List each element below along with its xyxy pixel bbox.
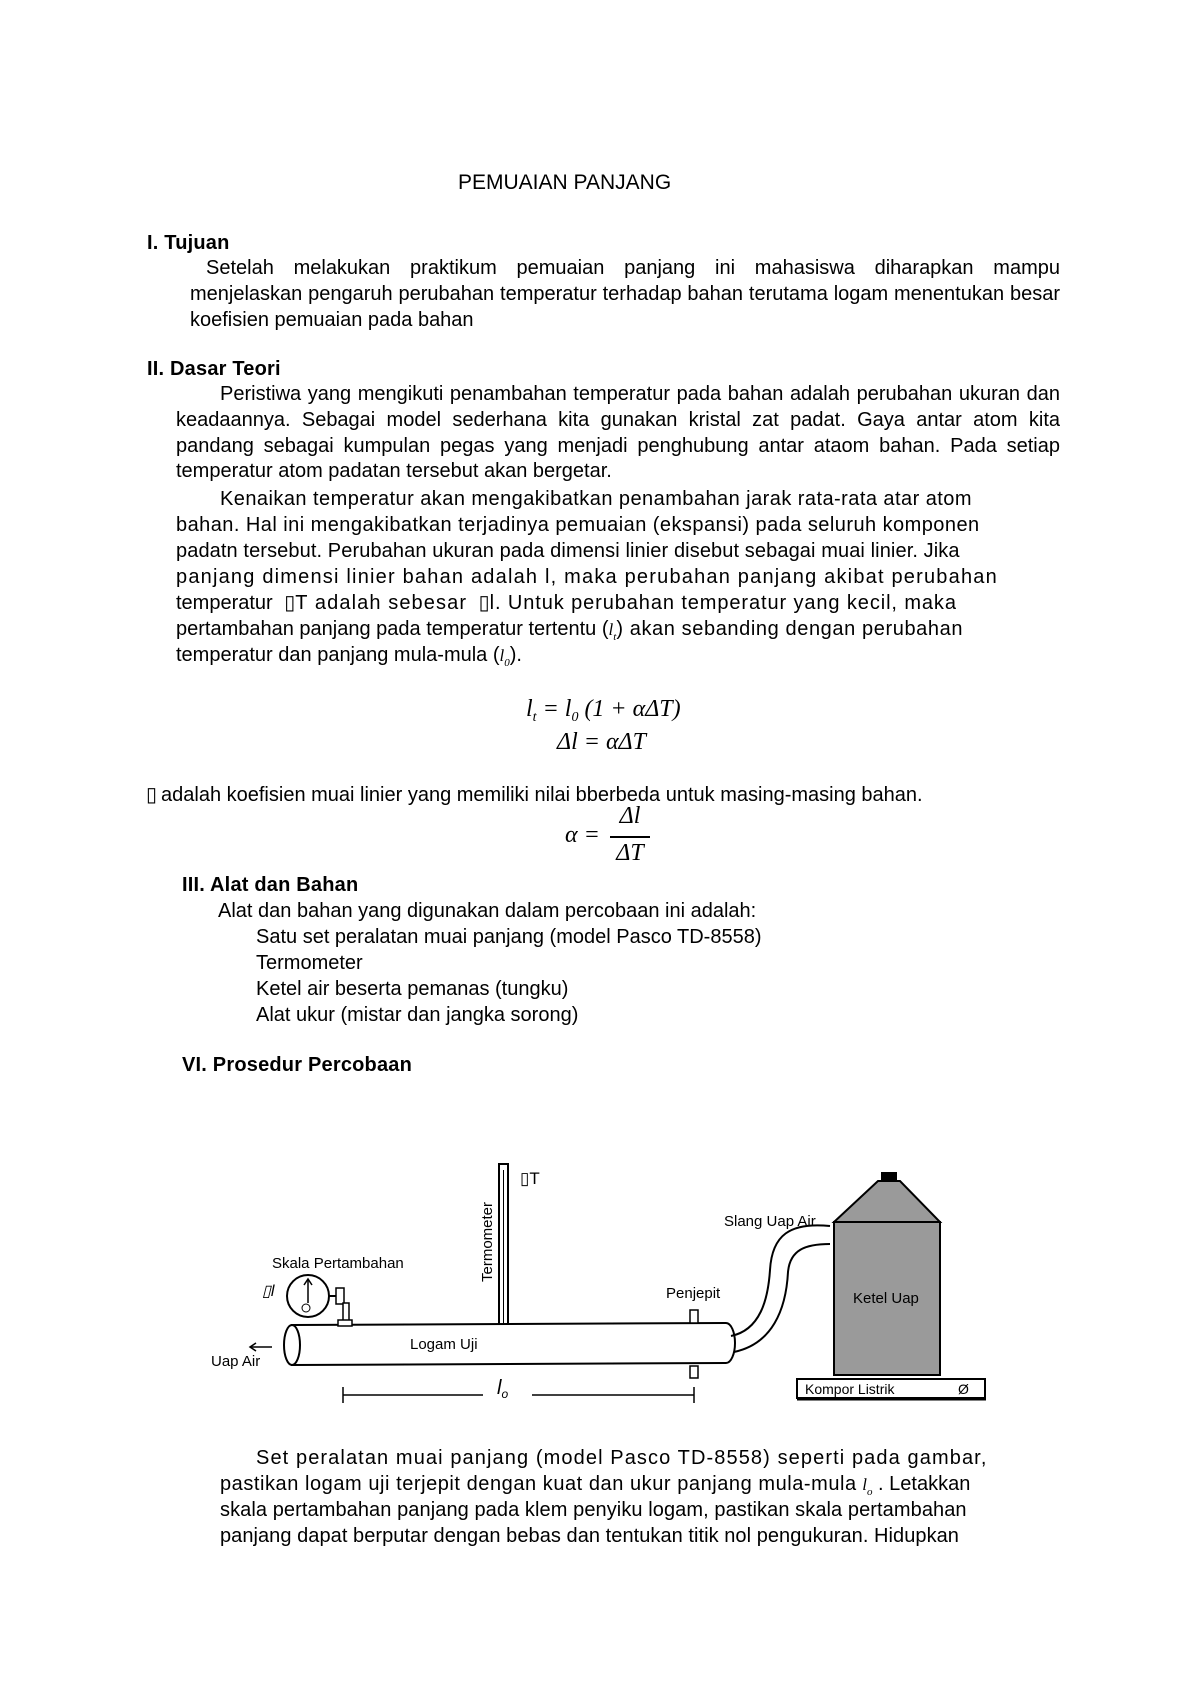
clamp-bottom: [690, 1366, 698, 1378]
alat-bahan-item: Satu set peralatan muai panjang (model Pasco TD-8558): [256, 926, 762, 948]
prosedur-line: skala pertambahan panjang pada klem penyiku logam, pastikan skala pertambahan: [220, 1499, 967, 1521]
delta-t-label: ▯T: [520, 1169, 540, 1188]
logam-uji-label: Logam Uji: [410, 1336, 478, 1353]
dasar-teori-p2-line: bahan. Hal ini mengakibatkan terjadinya pemuaian (ekspansi) pada seluruh komponen: [176, 514, 980, 536]
alpha-definition: ▯ adalah koefisien muai linier yang memiliki nilai bberbeda untuk masing-masing bahan.: [146, 784, 923, 806]
text: temperatur dan panjang mula-mula (: [176, 644, 500, 666]
alpha-symbol: ▯: [146, 784, 158, 806]
equation-1: $l_t = l_0$ (1 + αΔT): [526, 696, 681, 725]
alat-bahan-item: Ketel air beserta pemanas (tungku): [256, 978, 569, 1000]
text: ).: [509, 644, 522, 666]
tujuan-paragraph: Setelah melakukan praktikum pemuaian panjang ini mahasiswa diharapkan mampu menjelaskan pengaruh perubahan temperatur terhadap bahan terutama logam menentukan besar koefisien pemuaian pada bahan: [190, 257, 1060, 331]
rod-end: [284, 1325, 300, 1365]
fraction-numerator: Δl: [619, 803, 641, 829]
penjepit-label: Penjepit: [666, 1285, 721, 1302]
prosedur-line: panjang dapat berputar dengan bebas dan tentukan titik nol pengukuran. Hidupkan: [220, 1525, 959, 1547]
text: T adalah sebesar: [295, 592, 468, 614]
delta-l-label: ▯l: [262, 1283, 275, 1300]
kompor-switch-icon: Ø: [958, 1381, 969, 1397]
dasar-teori-p2-line: panjang dimensi linier bahan adalah l, maka perubahan panjang akibat perubahan: [176, 566, 998, 588]
text: temperatur: [176, 592, 273, 614]
clamp-top: [690, 1310, 698, 1323]
dasar-teori-p2-line: padatn tersebut. Perubahan ukuran pada dimensi linier disebut sebagai muai linier. Jika: [176, 540, 960, 562]
fraction-denominator: ΔT: [616, 840, 644, 866]
text: ) akan sebanding dengan perubahan: [616, 618, 964, 640]
text: l. Untuk perubahan temperatur yang kecil, maka: [489, 592, 957, 614]
symbol-lt: l: [608, 620, 614, 639]
skala-label: Skala Pertambahan: [272, 1255, 404, 1272]
dasar-teori-p2-line: Kenaikan temperatur akan mengakibatkan penambahan jarak rata-rata atar atom: [220, 488, 972, 510]
section-heading-prosedur: VI. Prosedur Percobaan: [182, 1054, 413, 1076]
slang-label: Slang Uap Air: [724, 1213, 816, 1230]
prosedur-line: pastikan logam uji terjepit dengan kuat dan ukur panjang mula-mula $l_o$ . Letakkan: [220, 1473, 971, 1498]
fraction-lhs: α =: [565, 822, 600, 848]
alat-bahan-item: Alat ukur (mistar dan jangka sorong): [256, 1004, 579, 1026]
steam-hose: [731, 1225, 830, 1336]
ketel-label: Ketel Uap: [853, 1290, 919, 1307]
boiler-cap: [881, 1172, 897, 1181]
kompor-label: Kompor Listrik: [805, 1381, 895, 1397]
alat-bahan-intro: Alat dan bahan yang digunakan dalam percobaan ini adalah:: [218, 900, 757, 922]
equation-2: Δl = αΔT: [557, 729, 646, 755]
text: pertambahan panjang pada temperatur tertentu (: [176, 618, 609, 640]
dasar-teori-paragraph-1: Peristiwa yang mengikuti penambahan temperatur pada bahan adalah perubahan ukuran dan keadaannya. Sebagai model sederhana kita gunakan kristal zat padat. Gaya antar atom kita pandang sebagai kumpulan pegas yang menjadi penghubung antar ataom bahan. Pada setiap temperatur atom padatan tersebut akan bergetar.: [176, 383, 1060, 483]
thermometer-label: Termometer: [479, 1201, 496, 1282]
section-heading-alat-bahan: III. Alat dan Bahan: [182, 874, 359, 896]
page-title: PEMUAIAN PANJANG: [458, 171, 672, 194]
length-label: $l_o$: [497, 1377, 509, 1401]
boiler-top: [834, 1181, 940, 1222]
uap-air-label: Uap Air: [211, 1353, 261, 1370]
section-heading-tujuan: I. Tujuan: [147, 232, 230, 254]
symbol-lo: l: [862, 1475, 867, 1494]
symbol-l0: l: [499, 646, 505, 665]
symbol-lt-sub: t: [613, 631, 617, 643]
delta-symbol: ▯: [284, 592, 296, 614]
section-heading-dasar-teori: II. Dasar Teori: [147, 358, 281, 380]
alat-bahan-item: Termometer: [256, 952, 363, 974]
delta-symbol: ▯: [478, 592, 490, 614]
prosedur-line: Set peralatan muai panjang (model Pasco TD-8558) seperti pada gambar,: [256, 1447, 988, 1469]
symbol-l0-sub: 0: [504, 657, 510, 669]
test-rod: [292, 1323, 735, 1365]
